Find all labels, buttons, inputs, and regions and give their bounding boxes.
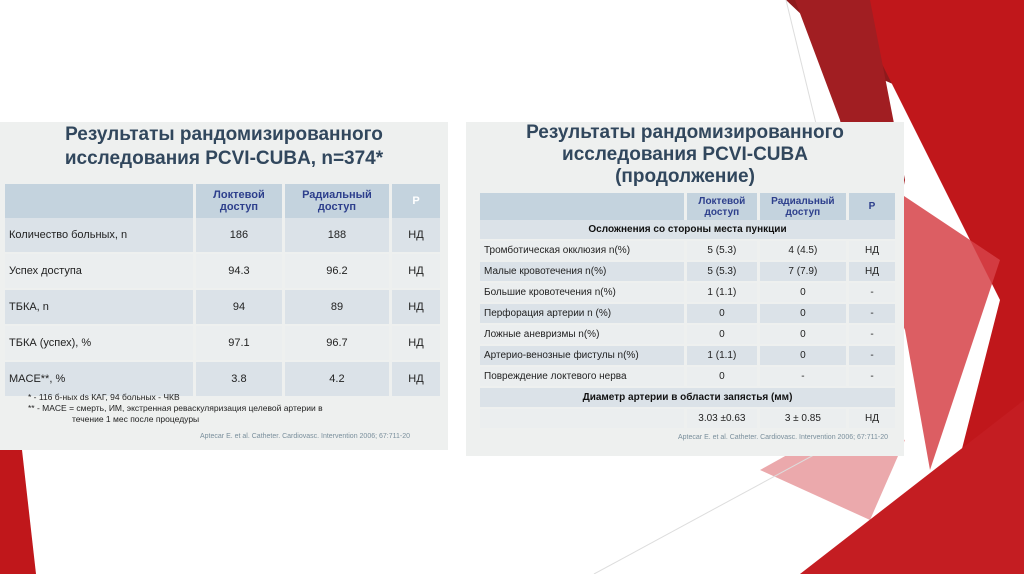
section-complications: Осложнения со стороны места пункции bbox=[480, 220, 897, 240]
cell-p: - bbox=[848, 345, 897, 366]
table-row bbox=[480, 345, 897, 366]
cell-radial: 188 bbox=[283, 218, 390, 253]
right-title-line3: (продолжение) bbox=[615, 166, 755, 187]
table-row bbox=[5, 253, 442, 289]
cell-radial: 96.2 bbox=[283, 253, 390, 289]
footnotes bbox=[28, 392, 323, 425]
cell-ulnar: 94.3 bbox=[195, 253, 284, 289]
header-p: P bbox=[391, 184, 442, 218]
cell-p: НД bbox=[848, 261, 897, 282]
right-title-line2: исследования PCVI-CUBA bbox=[562, 144, 808, 165]
results-panel-left bbox=[0, 122, 448, 450]
right-citation: Aptecar E. et al. Catheter. Cardiovasc. Intervention 2006; 67:711-20 bbox=[678, 434, 888, 441]
cell-ulnar: 1 (1.1) bbox=[686, 282, 759, 303]
row-name: Артерио-венозные фистулы n(%) bbox=[480, 345, 686, 366]
header-ulnar: Локтевой доступ bbox=[195, 184, 284, 218]
footnote-1: * - 116 б-ных ds КАГ, 94 больных - ЧКВ bbox=[28, 392, 180, 402]
cell-p: НД bbox=[391, 325, 442, 361]
row-name: Тромботическая окклюзия n(%) bbox=[480, 240, 686, 261]
cell-p: - bbox=[848, 303, 897, 324]
cell-ulnar: 1 (1.1) bbox=[686, 345, 759, 366]
row-name: Количество больных, n bbox=[5, 218, 195, 253]
row-name: Повреждение локтевого нерва bbox=[480, 366, 686, 387]
header-radial: Радиальный доступ bbox=[283, 184, 390, 218]
row-name: ТБКА (успех), % bbox=[5, 325, 195, 361]
cell-ulnar: 186 bbox=[195, 218, 284, 253]
table-row bbox=[480, 408, 897, 429]
row-name: MACE**, % bbox=[5, 361, 195, 397]
table-row bbox=[480, 303, 897, 324]
cell-ulnar: 97.1 bbox=[195, 325, 284, 361]
cell-p: - bbox=[848, 324, 897, 345]
cell-ulnar: 0 bbox=[686, 303, 759, 324]
cell-p: НД bbox=[391, 289, 442, 325]
table-row bbox=[480, 240, 897, 261]
row-name: ТБКА, n bbox=[5, 289, 195, 325]
section-row bbox=[480, 387, 897, 408]
footnote-3: течение 1 мес после процедуры bbox=[72, 414, 200, 424]
table-row bbox=[5, 289, 442, 325]
table-row bbox=[5, 218, 442, 253]
cell-radial: 3 ± 0.85 bbox=[758, 408, 847, 429]
table-row bbox=[480, 366, 897, 387]
results-panel-right bbox=[466, 122, 904, 456]
cell-radial: 4.2 bbox=[283, 361, 390, 397]
row-name: Успех доступа bbox=[5, 253, 195, 289]
cell-radial: 96.7 bbox=[283, 325, 390, 361]
cell-ulnar: 5 (5.3) bbox=[686, 261, 759, 282]
cell-p: НД bbox=[391, 218, 442, 253]
right-title-line1: Результаты рандомизированного bbox=[526, 122, 844, 143]
cell-ulnar: 3.8 bbox=[195, 361, 284, 397]
table-header-row bbox=[480, 193, 897, 220]
cell-radial: 0 bbox=[758, 345, 847, 366]
cell-radial: - bbox=[758, 366, 847, 387]
table-row bbox=[5, 325, 442, 361]
cell-p: НД bbox=[391, 361, 442, 397]
cell-radial: 7 (7.9) bbox=[758, 261, 847, 282]
header-ulnar: Локтевой доступ bbox=[686, 193, 759, 220]
cell-p: НД bbox=[848, 408, 897, 429]
cell-ulnar: 5 (5.3) bbox=[686, 240, 759, 261]
cell-radial: 89 bbox=[283, 289, 390, 325]
header-radial: Радиальный доступ bbox=[758, 193, 847, 220]
header-p: P bbox=[848, 193, 897, 220]
row-name: Ложные аневризмы n(%) bbox=[480, 324, 686, 345]
cell-radial: 4 (4.5) bbox=[758, 240, 847, 261]
header-empty bbox=[5, 184, 195, 218]
row-name: Большие кровотечения n(%) bbox=[480, 282, 686, 303]
cell-ulnar: 94 bbox=[195, 289, 284, 325]
cell-ulnar: 3.03 ±0.63 bbox=[686, 408, 759, 429]
left-title-line2: исследования PCVI-CUBA, n=374* bbox=[64, 148, 384, 169]
cell-ulnar: 0 bbox=[686, 324, 759, 345]
table-row bbox=[480, 261, 897, 282]
row-name: Малые кровотечения n(%) bbox=[480, 261, 686, 282]
cell-radial: 0 bbox=[758, 282, 847, 303]
cell-p: НД bbox=[391, 253, 442, 289]
row-name: Перфорация артерии n (%) bbox=[480, 303, 686, 324]
header-empty bbox=[480, 193, 686, 220]
right-results-table bbox=[480, 193, 898, 430]
left-results-table bbox=[5, 184, 443, 398]
row-name bbox=[480, 408, 686, 429]
left-title-line1: Результаты рандомизированного bbox=[65, 124, 383, 145]
cell-p: НД bbox=[848, 240, 897, 261]
decor-shape-left-bottom bbox=[0, 450, 36, 574]
section-diameter: Диаметр артерии в области запястья (мм) bbox=[480, 387, 897, 408]
cell-p: - bbox=[848, 282, 897, 303]
left-citation: Aptecar E. et al. Catheter. Cardiovasc. Intervention 2006; 67:711-20 bbox=[200, 433, 410, 440]
cell-radial: 0 bbox=[758, 303, 847, 324]
table-header-row bbox=[5, 184, 442, 218]
footnote-2: ** - MACE = смерть, ИМ, экстренная реваскуляризация целевой артерии в bbox=[28, 403, 323, 413]
table-row bbox=[480, 324, 897, 345]
section-row bbox=[480, 220, 897, 240]
cell-radial: 0 bbox=[758, 324, 847, 345]
cell-ulnar: 0 bbox=[686, 366, 759, 387]
table-row bbox=[480, 282, 897, 303]
cell-p: - bbox=[848, 366, 897, 387]
